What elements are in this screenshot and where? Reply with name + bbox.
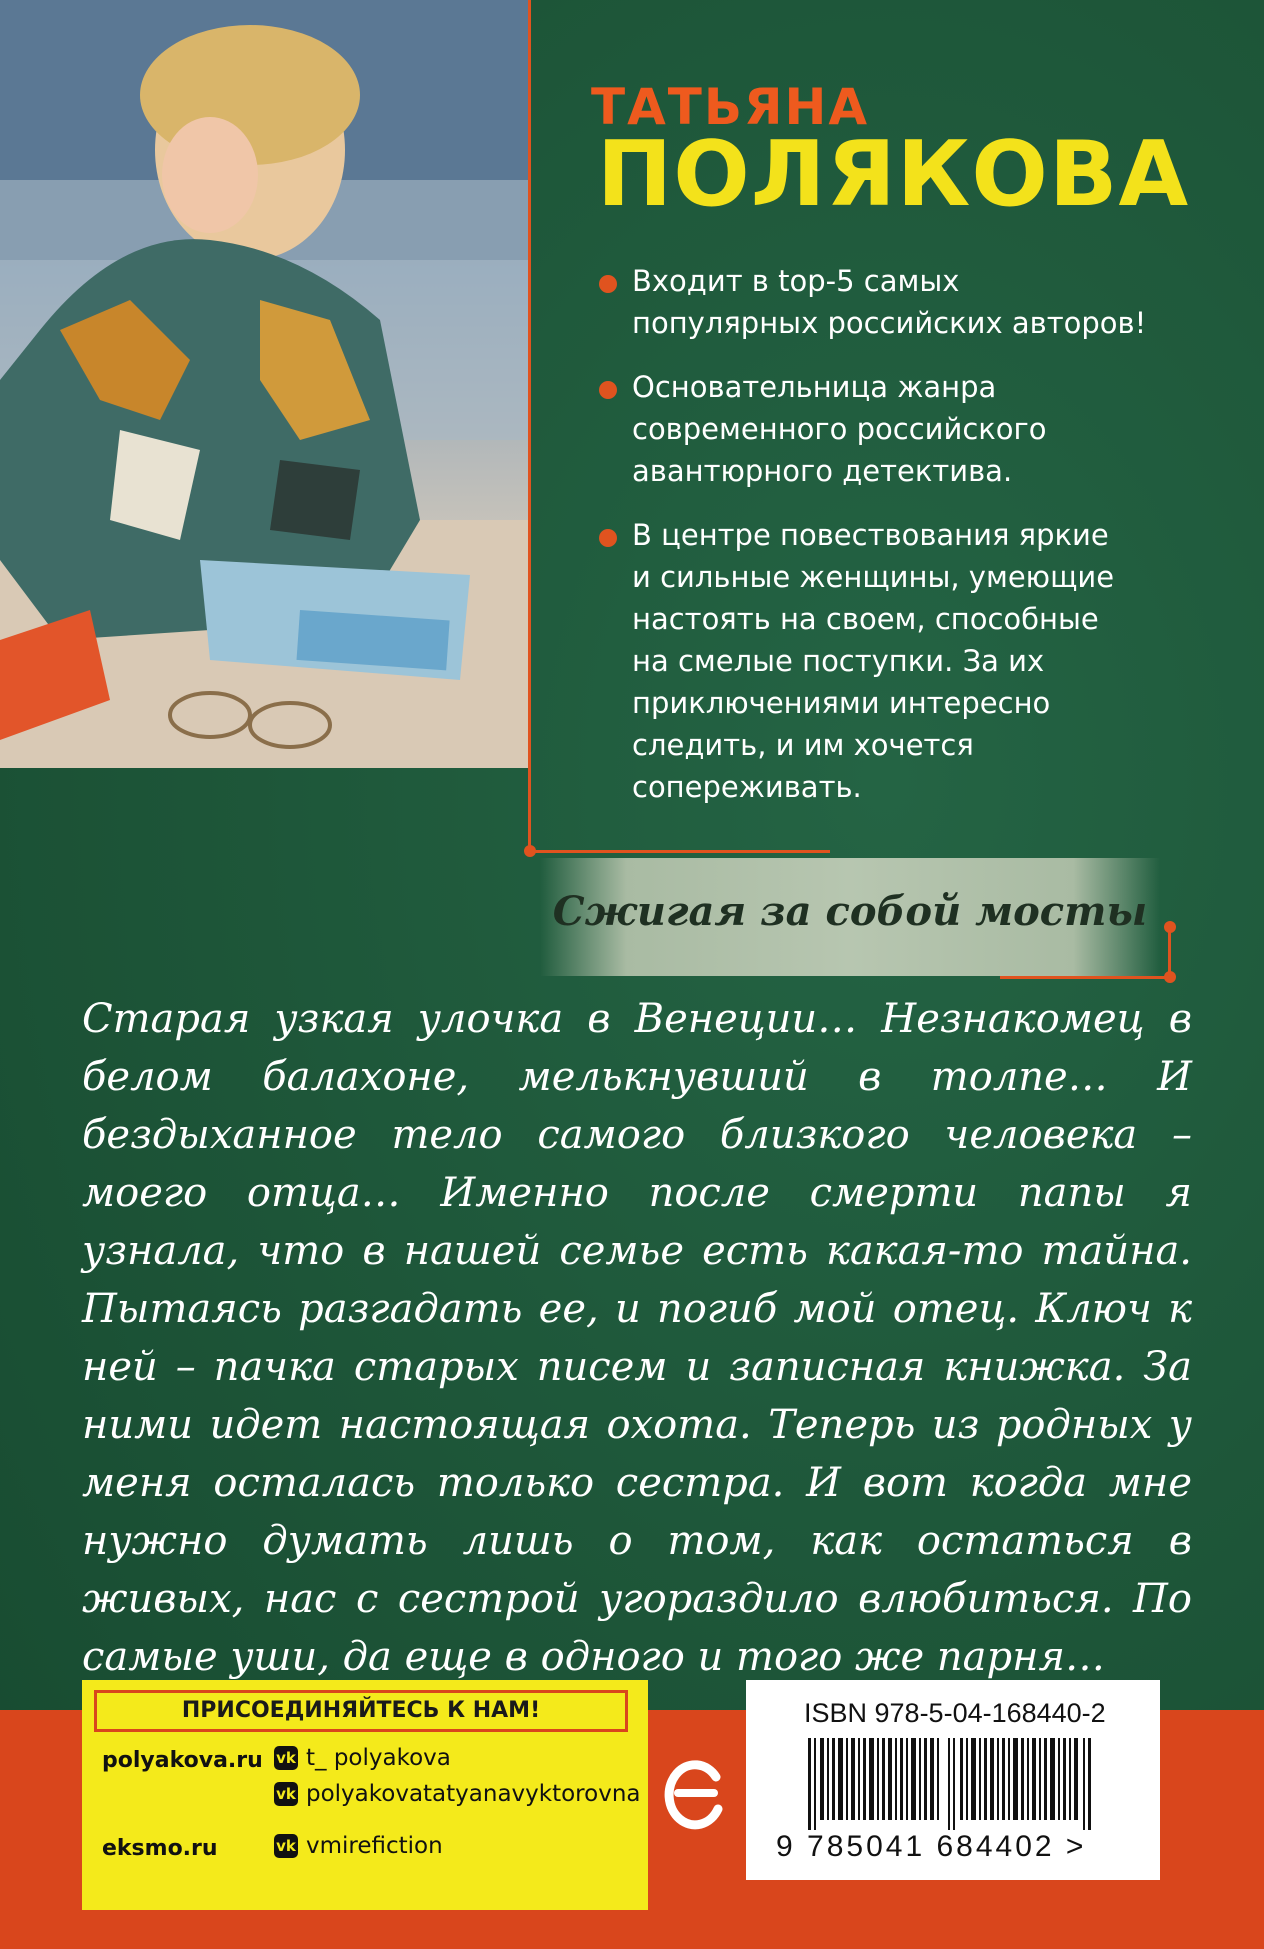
feature-text: Основательница жанра современного российского авантюрного детектива.	[632, 370, 1047, 488]
frame-line-horizontal	[1000, 976, 1172, 979]
series-banner	[540, 858, 1160, 976]
site-link[interactable]: eksmo.ru	[102, 1836, 218, 1861]
barcode-digits: 9 785041 684402 >	[776, 1830, 1087, 1863]
feature-item	[596, 366, 1160, 492]
author-last-name: ПОЛЯКОВА	[596, 122, 1190, 227]
join-us-box	[82, 1680, 648, 1910]
feature-text: Входит в top-5 самых популярных российских авторов!	[632, 264, 1147, 340]
frame-line-vertical	[528, 0, 531, 855]
vk-icon: vk	[274, 1746, 298, 1770]
frame-line-horizontal	[528, 850, 830, 853]
frame-dot	[524, 845, 536, 857]
vk-icon: vk	[274, 1782, 298, 1806]
join-us-title: ПРИСОЕДИНЯЙТЕСЬ К НАМ!	[94, 1690, 628, 1732]
feature-item	[596, 260, 1160, 344]
book-annotation: Старая узкая улочка в Венеции… Незнакомец в белом балахоне, мелькнувший в толпе… И бездыханное тело самого близкого человека – моего отца… Именно после смерти папы я узнала, что в нашей семье есть какая-то тайна. Пытаясь разгадать ее, и погиб мой отец. Ключ к ней – пачка старых писем и записная книжка. За ними идет настоящая охота. Теперь из родных у меня осталась только сестра. И вот когда мне нужно думать лишь о том, как остаться в живых, нас с сестрой угораздило влюбиться. По самые уши, да еще в одного и того же парня…	[82, 996, 1192, 1680]
isbn-label: ISBN 978-5-04-168440-2	[804, 1698, 1106, 1728]
vk-handle: t_ polyakova	[306, 1745, 451, 1771]
bullet-dot-icon	[599, 529, 617, 547]
vk-handle: vmirefiction	[306, 1833, 443, 1859]
vk-link[interactable]	[274, 1833, 443, 1859]
vk-link[interactable]	[274, 1781, 641, 1807]
vk-icon: vk	[274, 1834, 298, 1858]
site-link[interactable]: polyakova.ru	[102, 1748, 263, 1773]
feature-list	[600, 260, 1160, 830]
barcode	[808, 1738, 1108, 1830]
isbn-block	[746, 1680, 1160, 1880]
feature-item	[596, 514, 1160, 808]
series-title: Сжигая за собой мосты	[552, 888, 1148, 935]
frame-dot	[1164, 971, 1176, 983]
vk-link[interactable]	[274, 1745, 451, 1771]
feature-text: В центре повествования яркие и сильные женщины, умеющие настоять на своем, способные на смелые поступки. За их приключениями интересно следить, и им хочется сопереживать.	[632, 518, 1115, 804]
eksmo-logo	[664, 1755, 728, 1835]
author-first-name: ТАТЬЯНА	[590, 78, 870, 136]
vk-handle: polyakovatatyanavyktorovna	[306, 1781, 641, 1807]
frame-dot	[1164, 921, 1176, 933]
author-photo	[0, 0, 530, 768]
bullet-dot-icon	[599, 381, 617, 399]
bullet-dot-icon	[599, 275, 617, 293]
